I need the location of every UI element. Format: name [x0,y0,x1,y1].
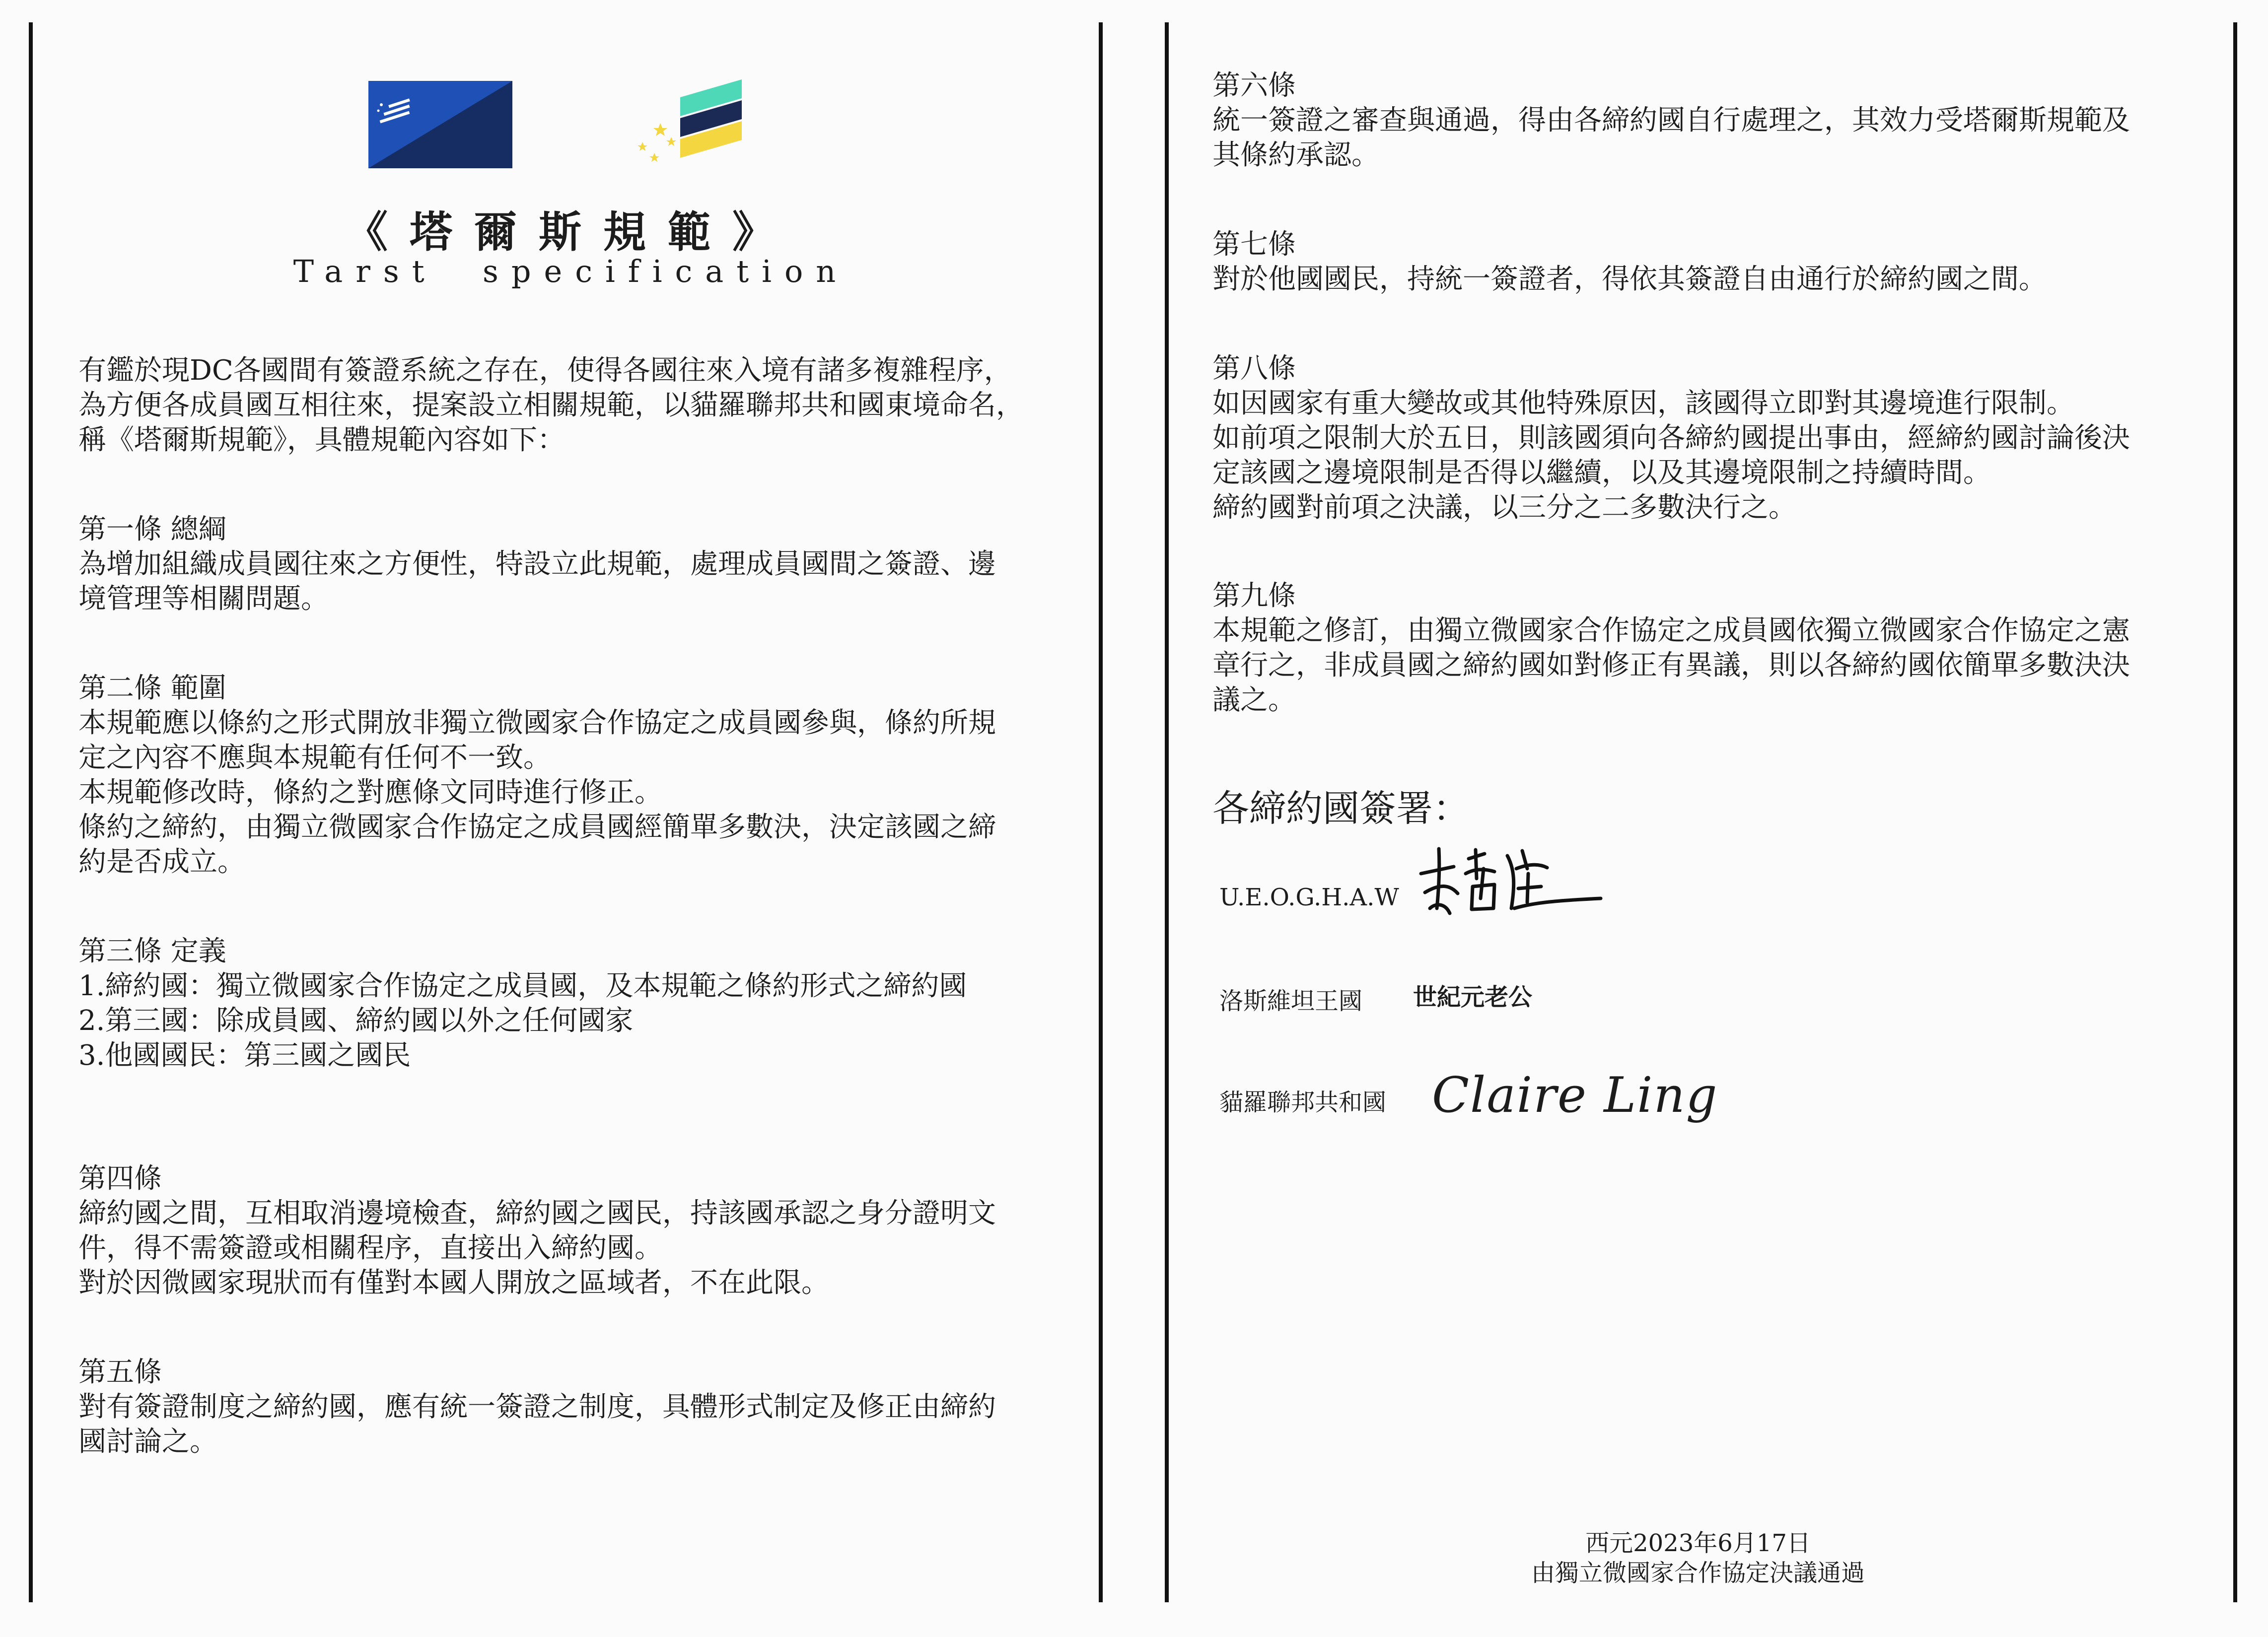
handwritten-signature [1410,839,1609,923]
center-divider-right [1165,22,1169,1602]
article-line: 定該國之邊境限制是否得以繼續，以及其邊境限制之持續時間。 [1212,457,1991,489]
document-title-zh: 《塔爾斯規範》 [345,207,797,257]
center-divider-left [1099,22,1103,1602]
article-line: 對於他國國民，持統一簽證者，得依其簽證自由通行於締約國之間。 [1212,263,2047,295]
article-line: 統一簽證之審查與通過，得由各締約國自行處理之，其效力受塔爾斯規範及 [1212,104,2130,136]
article-line: 2.第三國：除成員國、締約國以外之任何國家 [78,1005,634,1037]
article-line: 如因國家有重大變故或其他特殊原因，該國得立即對其邊境進行限制。 [1212,387,2074,419]
article-line: 條約之締約，由獨立微國家合作協定之成員國經簡單多數決，決定該國之締 [78,811,996,843]
article-line: 3.他國國民：第三國之國民 [78,1039,411,1072]
article-line: 議之。 [1212,684,1296,716]
article-line: 約是否成立。 [78,846,245,878]
article-line: 其條約承認。 [1212,139,1379,171]
article-heading: 第一條 總綱 [78,513,226,546]
preamble-line: 為方便各成員國互相往來，提案設立相關規範，以貓羅聯邦共和國東境命名， [78,389,1024,421]
article-line: 對於因微國家現狀而有僅對本國人開放之區域者，不在此限。 [78,1267,829,1299]
article-line: 本規範修改時，條約之對應條文同時進行修正。 [78,776,662,809]
document-title-en: Tarst specification [293,253,849,289]
article-line: 如前項之限制大於五日，則該國須向各締約國提出事由，經締約國討論後決 [1212,422,2130,454]
preamble-line: 稱《塔爾斯規範》，具體規範內容如下： [78,424,565,456]
preamble [78,353,1024,458]
article-2 [78,671,996,880]
article-1 [78,512,996,616]
article-heading: 第九條 [1212,580,1296,612]
adoption-date: 西元2023年6月17日 [1585,1529,1811,1557]
article-line: 件，得不需簽證或相關程序，直接出入締約國。 [78,1232,662,1264]
article-line: 本規範之修訂，由獨立微國家合作協定之成員國依獨立微國家合作協定之憲 [1212,614,2130,647]
left-border-line [29,22,33,1602]
signatory-country: U.E.O.G.H.A.W [1219,884,1399,911]
article-line: 境管理等相關問題。 [78,583,329,615]
article-line: 國討論之。 [78,1426,217,1458]
article-line: 對有簽證制度之締約國，應有統一簽證之制度，具體形式制定及修正由締約 [78,1391,996,1423]
signatory-country: 洛斯維坦王國 [1219,987,1363,1015]
signatures-heading: 各締約國簽署： [1212,787,1470,830]
signature-text: 世紀元老公 [1413,983,1533,1011]
organization-emblem-logo [635,77,750,166]
article-line: 定之內容不應與本規範有任何不一致。 [78,742,551,774]
article-8 [1212,351,2130,525]
article-line: 為增加組織成員國往來之方便性，特設立此規範，處理成員國間之簽證、邊 [78,548,996,580]
article-7 [1212,227,2047,297]
article-heading: 第三條 定義 [78,935,226,967]
signature-text: Claire Ling [1432,1067,1718,1124]
article-line: 章行之，非成員國之締約國如對修正有異議，則以各締約國依簡單多數決決 [1212,649,2130,682]
article-heading: 第四條 [78,1162,162,1195]
preamble-line: 有鑑於現DC各國間有簽證系統之存在，使得各國往來入境有諸多複雜程序， [78,354,1012,387]
right-border-line [2233,22,2237,1602]
article-heading: 第六條 [1212,69,1296,102]
federation-flag-logo [368,81,512,168]
article-9 [1212,579,2130,718]
article-4 [78,1161,996,1300]
article-heading: 第七條 [1212,228,1296,261]
article-line: 本規範應以條約之形式開放非獨立微國家合作協定之成員國參與，條約所規 [78,707,996,739]
article-heading: 第八條 [1212,352,1296,385]
article-line: 締約國對前項之決議，以三分之二多數決行之。 [1212,491,1796,524]
article-5 [78,1355,996,1459]
article-heading: 第五條 [78,1356,162,1388]
article-line: 1.締約國：獨立微國家合作協定之成員國，及本規範之條約形式之締約國 [78,970,967,1002]
adoption-note: 由獨立微國家合作協定決議通過 [1531,1559,1865,1587]
article-6 [1212,68,2130,173]
signatory-country: 貓羅聯邦共和國 [1219,1089,1387,1116]
article-3 [78,934,967,1073]
article-line: 締約國之間，互相取消邊境檢查，締約國之國民，持該國承認之身分證明文 [78,1197,996,1229]
article-heading: 第二條 範圍 [78,672,226,704]
